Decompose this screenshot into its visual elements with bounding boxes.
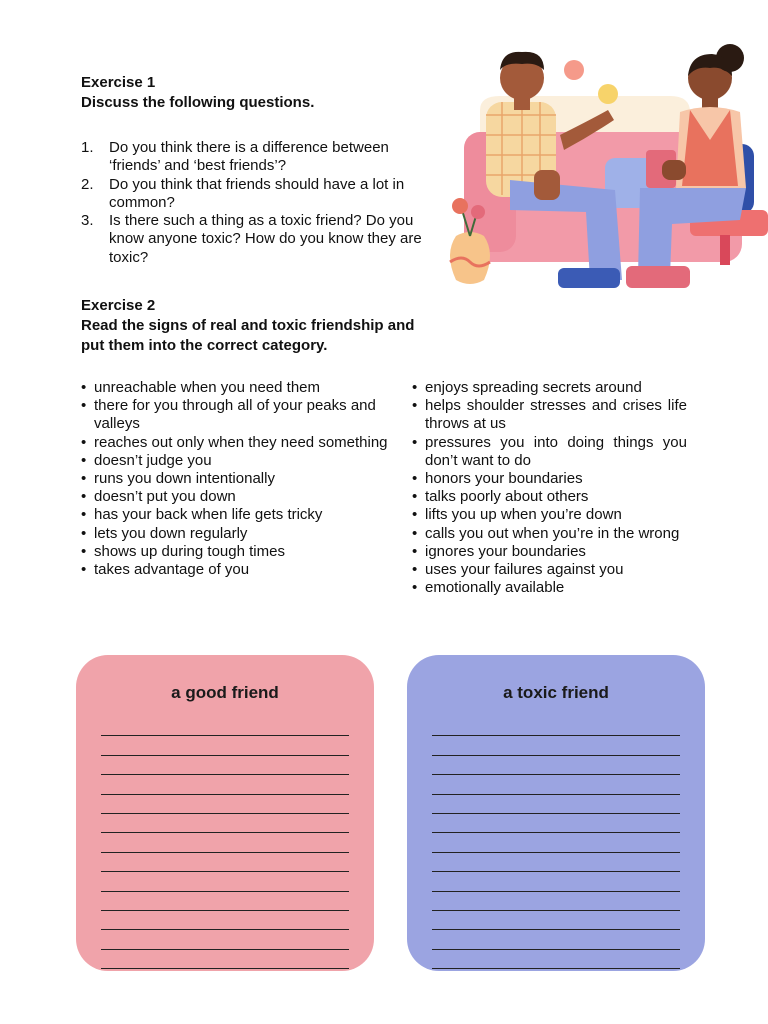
- question-text: Is there such a thing as a toxic friend? Do you know anyone toxic? How do you know they are toxic?: [109, 212, 422, 266]
- sign-item: • has your back when life gets tricky: [81, 506, 401, 524]
- question-text: Do you think there is a difference between ‘friends’ and ‘best friends’?: [109, 139, 389, 175]
- sign-item: • emotionally available: [412, 579, 687, 597]
- question-item: [81, 212, 426, 267]
- sign-item: • there for you through all of your peaks and valleys: [81, 397, 401, 433]
- question-number: 3.: [81, 212, 94, 230]
- sign-item: • talks poorly about others: [412, 488, 687, 506]
- sign-item: • unreachable when you need them: [81, 379, 401, 397]
- question-text: Do you think that friends should have a lot in common?: [109, 175, 405, 211]
- question-number: 1.: [81, 139, 94, 156]
- sad-emoji-icon: [564, 60, 584, 80]
- exercise1-instruction: Discuss the following questions.: [81, 94, 315, 111]
- sign-item: • doesn’t judge you: [81, 452, 401, 470]
- sign-item: • pressures you into doing things you don’t want to do: [412, 434, 687, 470]
- sign-item: • lets you down regularly: [81, 525, 401, 543]
- signs-list-right: [412, 379, 687, 597]
- question-item: [81, 176, 426, 213]
- good-friend-answer-lines[interactable]: [101, 717, 349, 969]
- sign-item: • doesn’t put you down: [81, 488, 401, 506]
- signs-list-left: [81, 379, 401, 579]
- friends-on-sofa-illustration: [440, 40, 768, 295]
- sign-item: • takes advantage of you: [81, 561, 401, 579]
- question-number: 2.: [81, 175, 94, 193]
- exercise1-title: Exercise 1: [81, 74, 156, 91]
- toxic-friend-card: [407, 655, 705, 971]
- sign-item: • shows up during tough times: [81, 543, 401, 561]
- sign-item: • ignores your boundaries: [412, 543, 687, 561]
- question-item: [81, 139, 426, 176]
- sign-item: • enjoys spreading secrets around: [412, 379, 687, 397]
- happy-emoji-icon: [598, 84, 618, 104]
- sign-item: • helps shoulder stresses and crises life throws at us: [412, 397, 687, 433]
- sign-item: • runs you down intentionally: [81, 470, 401, 488]
- exercise2-title: Exercise 2: [81, 297, 156, 314]
- question-list: [81, 139, 426, 267]
- good-friend-card: [76, 655, 374, 971]
- exercise2-instruction: Read the signs of real and toxic friendship and put them into the correct category.: [81, 317, 415, 354]
- sign-item: • lifts you up when you’re down: [412, 506, 687, 524]
- toxic-friend-answer-lines[interactable]: [432, 717, 680, 969]
- sign-item: • reaches out only when they need something: [81, 434, 401, 452]
- sign-item: • uses your failures against you: [412, 561, 687, 579]
- good-friend-card-title: a good friend: [171, 683, 279, 702]
- sign-item: • calls you out when you’re in the wrong: [412, 525, 687, 543]
- sign-item: • honors your boundaries: [412, 470, 687, 488]
- toxic-friend-card-title: a toxic friend: [503, 683, 609, 702]
